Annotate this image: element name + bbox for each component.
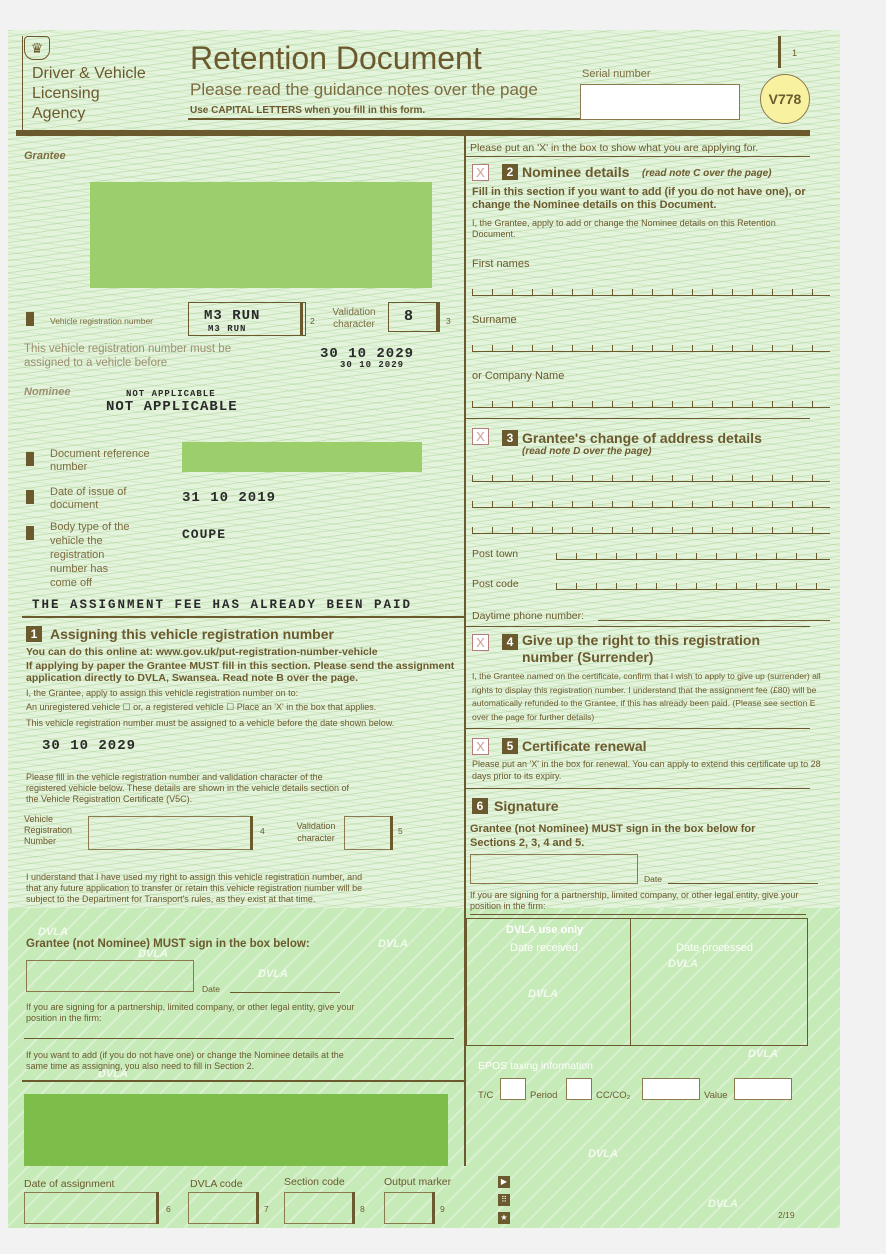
surname-input[interactable] xyxy=(472,340,830,352)
watermark-text: DVLA xyxy=(38,926,68,938)
dvla-code-label: DVLA code xyxy=(190,1178,243,1190)
section-2-note: (read note C over the page) xyxy=(642,168,772,179)
star-icon: ★ xyxy=(498,1212,510,1224)
section-4-title: Give up the right to this registration number (Surrender) xyxy=(522,632,761,665)
vrn-label: Vehicle registration number xyxy=(50,316,154,326)
watermark-text: DVLA xyxy=(668,958,698,970)
output-marker-label: Output marker xyxy=(384,1176,452,1188)
section-2-title: Nominee details xyxy=(522,164,630,180)
section-3-note: (read note D over the page) xyxy=(522,446,652,457)
partnership-note: If you are signing for a partnership, limited company, or other legal entity, give your position in the firm: xyxy=(26,1002,355,1023)
address-line-2-input[interactable] xyxy=(472,496,830,508)
dvla-code-number: 7 xyxy=(264,1204,269,1214)
nominee-note: If you want to add (if you do not have one) or change the Nominee details at the same time as assigning, you also need to fill in Section 2. xyxy=(26,1050,344,1071)
section-1-title: Assigning this vehicle registration number xyxy=(50,626,334,642)
section-5-number: 5 xyxy=(502,738,518,754)
vrn-box-number: 2 xyxy=(310,316,315,326)
date-received-label: Date received xyxy=(510,942,578,954)
val-char-box-number: 5 xyxy=(398,826,403,836)
output-marker-input[interactable] xyxy=(384,1192,434,1224)
nominee-label: Nominee xyxy=(24,386,71,398)
address-line-1-input[interactable] xyxy=(472,470,830,482)
company-name-input[interactable] xyxy=(472,396,830,408)
vrn-value: M3 RUN xyxy=(204,308,261,324)
val-char-input[interactable] xyxy=(344,816,392,850)
value-label: Value xyxy=(704,1090,728,1101)
epos-label: EPOS taxing information xyxy=(478,1060,593,1072)
section-6-date-label: Date xyxy=(644,874,662,884)
company-name-label: or Company Name xyxy=(472,370,565,382)
nominee-value: NOT APPLICABLE xyxy=(106,399,238,415)
section-1-before-note: This vehicle registration number must be assigned to a vehicle before the date shown below. xyxy=(26,718,395,728)
agency-line: Licensing xyxy=(32,85,100,102)
grantee-label: Grantee xyxy=(24,150,66,162)
section-1-options: An unregistered vehicle ☐ or, a registered vehicle ☐ Place an 'X' in the box that applies. xyxy=(26,702,377,712)
watermark-text: DVLA xyxy=(748,1048,778,1060)
period-label: Period xyxy=(530,1090,558,1101)
agency-line: Driver & Vehicle xyxy=(32,65,146,82)
body-type-label: Body type of the vehicle the registration number has come off xyxy=(50,521,130,589)
val-char-label: Validation character xyxy=(296,821,336,843)
address-redacted xyxy=(24,1094,448,1166)
reg-number-box-number: 4 xyxy=(260,826,265,836)
section-6-title: Signature xyxy=(494,798,559,814)
first-names-input[interactable] xyxy=(472,284,830,296)
dvla-code-input[interactable] xyxy=(188,1192,258,1224)
section-6-date-line[interactable] xyxy=(668,883,818,884)
section-1-fill-note: Please fill in the vehicle registration number and validation character of the registered vehicle below. These details are shown in the vehicle details section of the Vehicle Registration Certificate (V5C). xyxy=(26,772,350,804)
section-4-number: 4 xyxy=(502,634,518,650)
fee-notice: THE ASSIGNMENT FEE HAS ALREADY BEEN PAID xyxy=(32,598,413,612)
post-code-label: Post code xyxy=(472,578,519,590)
tc-input[interactable] xyxy=(500,1078,526,1100)
phone-label: Daytime phone number: xyxy=(472,610,585,622)
date-of-assignment-number: 6 xyxy=(166,1204,171,1214)
value-input[interactable] xyxy=(734,1078,792,1100)
period-input[interactable] xyxy=(566,1078,592,1100)
section-3-title: Grantee's change of address details xyxy=(522,430,762,446)
address-line-3-input[interactable] xyxy=(472,522,830,534)
assign-before-value: 30 10 2029 xyxy=(320,346,415,362)
watermark-text: DVLA xyxy=(528,988,558,1000)
section-3-checkbox[interactable]: X xyxy=(472,428,489,445)
section-2-checkbox[interactable]: X xyxy=(472,164,489,181)
retention-document-form xyxy=(8,30,840,1228)
watermark-text: DVLA xyxy=(138,948,168,960)
validation-value: 8 xyxy=(404,308,415,325)
watermark-text: DVLA xyxy=(98,1068,128,1080)
first-names-label: First names xyxy=(472,258,530,270)
section-6-partnership: If you are signing for a partnership, limited company, or other legal entity, give your position in the firm: xyxy=(470,890,799,911)
understand-note: I understand that I have used my right to assign this vehicle registration number, and that any future application to transfer or retain this vehicle registration number will be subject to the Department for Transport's rules, as they exist at that time. xyxy=(26,872,363,904)
section-2-fill: Fill in this section if you want to add (if you do not have one), or change the Nominee details on this Document. xyxy=(472,186,806,211)
watermark-text: DVLA xyxy=(708,1198,738,1210)
output-marker-number: 9 xyxy=(440,1204,445,1214)
position-line[interactable] xyxy=(24,1038,454,1039)
section-6-position-line[interactable] xyxy=(470,914,806,915)
grantee-signature-box[interactable] xyxy=(26,960,194,992)
tc-label: T/C xyxy=(478,1090,494,1101)
grantee-sign-label: Grantee (not Nominee) MUST sign in the box below: xyxy=(26,938,310,950)
post-town-input[interactable] xyxy=(556,548,830,560)
section-1-apply: I, the Grantee, apply to assign this vehicle registration number on to: xyxy=(26,688,299,698)
date-of-assignment-input[interactable] xyxy=(24,1192,158,1224)
section-6-signature-box[interactable] xyxy=(470,854,638,884)
vrn-value-small: M3 RUN xyxy=(208,324,247,334)
nominee-value-small: NOT APPLICABLE xyxy=(126,389,216,399)
doc-ref-label: Document reference number xyxy=(50,448,150,473)
play-icon: ▶ xyxy=(498,1176,510,1188)
sign-date-label: Date xyxy=(202,984,220,994)
grantee-name-address-redacted xyxy=(90,182,432,288)
section-1-online: You can do this online at: www.gov.uk/put-registration-number-vehicle xyxy=(26,646,378,658)
post-town-label: Post town xyxy=(472,548,519,560)
section-1-paper: If applying by paper the Grantee MUST fill in this section. Please send the assignment application directly to DVLA, Swansea. Read note B over the page. xyxy=(26,660,455,684)
section-code-label: Section code xyxy=(284,1176,345,1188)
section-1-before-value: 30 10 2029 xyxy=(42,738,137,754)
form-version: 2/19 xyxy=(778,1210,795,1220)
reg-number-label: Vehicle Registration Number xyxy=(24,814,73,846)
watermark-text: DVLA xyxy=(588,1148,618,1160)
watermark-text: DVLA xyxy=(258,968,288,980)
doc-ref-redacted xyxy=(182,442,422,472)
agency-name xyxy=(32,64,146,124)
body-type-value: COUPE xyxy=(182,527,227,542)
date-of-assignment-label: Date of assignment xyxy=(24,1178,115,1190)
page-title: Retention Document xyxy=(190,40,482,76)
sign-date-line[interactable] xyxy=(230,992,340,993)
assign-before-value-small: 30 10 2029 xyxy=(340,360,405,370)
section-2-number: 2 xyxy=(502,164,518,180)
surname-label: Surname xyxy=(472,314,517,326)
dvla-use-only-box xyxy=(466,918,808,1046)
section-6-sub: Grantee (not Nominee) MUST sign in the box below for Sections 2, 3, 4 and 5. xyxy=(470,823,756,849)
section-3-number: 3 xyxy=(502,430,518,446)
section-2-apply: I, the Grantee, apply to add or change the Nominee details on this Retention Document. xyxy=(472,218,776,239)
right-instruction: Please put an 'X' in the box to show what you are applying for. xyxy=(470,142,759,154)
reg-number-input[interactable] xyxy=(88,816,252,850)
section-1-number: 1 xyxy=(26,626,42,642)
cc-input[interactable] xyxy=(642,1078,700,1100)
cc-label: CC/CO₂ xyxy=(596,1090,631,1101)
date-processed-label: Date processed xyxy=(676,942,754,954)
caps-note: Use CAPITAL LETTERS when you fill in this form. xyxy=(190,105,426,116)
section-5-title: Certificate renewal xyxy=(522,738,647,754)
section-5-text: Please put an 'X' in the box for renewal. You can apply to extend this certificate up to 28 days prior to its expiry. xyxy=(472,759,821,781)
dvla-use-only-label: DVLA use only xyxy=(506,924,584,936)
braille-icon: ⠿ xyxy=(498,1194,510,1206)
page-number: 1 xyxy=(792,48,798,58)
section-6-number: 6 xyxy=(472,798,488,814)
post-code-input[interactable] xyxy=(556,578,830,590)
phone-input[interactable] xyxy=(598,620,830,621)
page-subtitle: Please read the guidance notes over the page xyxy=(190,80,538,99)
royal-crest-icon: ♛ xyxy=(24,36,50,60)
serial-number-label: Serial number xyxy=(582,68,651,80)
date-of-issue-value: 31 10 2019 xyxy=(182,490,277,506)
assign-before-label: This vehicle registration number must be assigned to a vehicle before xyxy=(24,343,232,369)
section-5-checkbox[interactable]: X xyxy=(472,738,489,755)
agency-line: Agency xyxy=(32,105,86,122)
form-code-badge: V778 xyxy=(760,74,810,124)
validation-label: Validation character xyxy=(332,307,376,330)
serial-number-box[interactable] xyxy=(580,84,740,120)
section-4-text: I, the Grantee named on the certificate, confirm that I wish to apply to give up (surrender) all rights to display this registration number. I understand that the assignment fee (£80) will be automatically refunded to the Grantee, if this has already been paid. (Please see section E over the page for further details) xyxy=(472,671,821,722)
watermark-text: DVLA xyxy=(378,938,408,950)
section-code-number: 8 xyxy=(360,1204,365,1214)
date-of-issue-label: Date of issue of document xyxy=(50,486,127,511)
section-4-checkbox[interactable]: X xyxy=(472,634,489,651)
section-code-input[interactable] xyxy=(284,1192,354,1224)
validation-box-number: 3 xyxy=(446,316,451,326)
